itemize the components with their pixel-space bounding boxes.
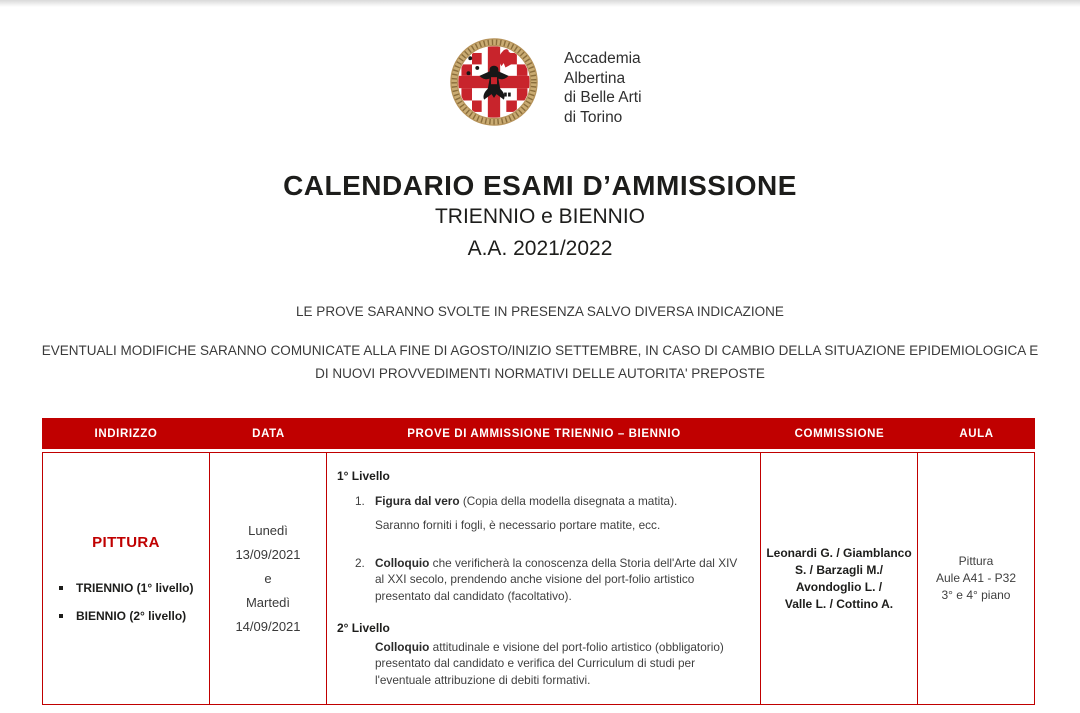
org-line: Accademia xyxy=(564,50,641,67)
organization-name xyxy=(564,38,642,127)
course-name: PITTURA xyxy=(92,534,160,551)
org-line: Albertina xyxy=(564,69,626,87)
item-description: (Copia della modella disegnata a matita). xyxy=(459,493,678,508)
date-line: 14/09/2021 xyxy=(235,618,301,634)
date-line: 13/09/2021 xyxy=(235,546,301,562)
exam-calendar-table xyxy=(42,418,1035,705)
list-item xyxy=(43,581,209,595)
square-bullet-icon xyxy=(59,614,63,618)
item-note: Saranno forniti i fogli, è necessario portare matite, ecc. xyxy=(375,518,661,532)
cell-prove xyxy=(327,452,761,705)
committee-line: Leonardi G. / Giamblanco xyxy=(766,545,912,560)
committee-line: Valle L. / Cottino A. xyxy=(784,596,894,611)
date-line: Martedì xyxy=(245,594,291,610)
level2-paragraph xyxy=(375,639,746,689)
cell-aula xyxy=(918,452,1035,705)
page-title: CALENDARIO ESAMI D’AMMISSIONE xyxy=(283,170,797,201)
page-top-shadow xyxy=(0,0,1080,7)
notice-presenza: LE PROVE SARANNO SVOLTE IN PRESENZA SALVO DIVERSA INDICAZIONE xyxy=(296,304,784,319)
item-title: Colloquio xyxy=(375,639,430,654)
item-text xyxy=(375,493,746,510)
column-header-data: DATA xyxy=(252,427,285,440)
item-title: Figura dal vero xyxy=(375,493,460,508)
table-header-row xyxy=(42,418,1035,449)
list-item-label: BIENNIO (2° livello) xyxy=(76,609,187,623)
item-body xyxy=(375,493,746,534)
list-item xyxy=(43,609,209,623)
org-line: di Belle Arti xyxy=(564,89,642,106)
item-description: che verificherà la conoscenza della Storia dell'Arte dal XIV al XXI secolo, prendendo anche visione del port-folio artistico presentato dal candidato (facoltativo). xyxy=(375,555,738,603)
level1-heading: 1° Livello xyxy=(337,469,390,483)
room-line: Aule A41 - P32 xyxy=(935,571,1017,585)
prova-item-1 xyxy=(337,493,746,534)
committee-line: S. / Barzagli M./ xyxy=(794,562,884,577)
cell-data xyxy=(210,452,327,705)
prova-item-2 xyxy=(337,555,746,605)
academy-crest-icon xyxy=(450,38,538,126)
column-header-commissione: COMMISSIONE xyxy=(794,427,885,440)
item-description: attitudinale e visione del port-folio artistico (obbligatorio) presentato dal candidato e verifica del Curriculum di studi per l'eventuale attribuzione di debiti formativi. xyxy=(375,639,724,687)
committee-line: Avondoglio L. / xyxy=(795,579,883,594)
cell-indirizzo xyxy=(42,452,210,705)
column-header-prove: PROVE DI AMMISSIONE TRIENNIO – BIENNIO xyxy=(407,427,681,440)
square-bullet-icon xyxy=(59,586,63,590)
notice-modifiche: EVENTUALI MODIFICHE SARANNO COMUNICATE ALLA FINE DI AGOSTO/INIZIO SETTEMBRE, IN CASO DI CAMBIO DELLA SITUAZIONE EPIDEMIOLOGICA E DI NUOVI PROVVEDIMENTI NORMATIVI DELLE AUTORITA' PREPOSTE xyxy=(41,343,1039,381)
room-line: Pittura xyxy=(958,554,994,568)
date-line: e xyxy=(264,570,272,586)
item-title: Colloquio xyxy=(375,555,430,570)
cell-commissione xyxy=(761,452,918,705)
org-line: di Torino xyxy=(564,108,623,126)
table-row-pittura xyxy=(42,452,1035,705)
column-header-indirizzo: INDIRIZZO xyxy=(94,427,158,440)
date-line: Lunedì xyxy=(248,522,288,538)
page-subtitle: TRIENNIO e BIENNIO xyxy=(434,205,646,228)
item-number: 2. xyxy=(355,555,365,570)
list-item-label: TRIENNIO (1° livello) xyxy=(76,581,194,595)
item-number: 1. xyxy=(355,493,365,508)
item-text xyxy=(375,555,746,605)
level2-heading: 2° Livello xyxy=(337,621,390,635)
column-header-aula: AULA xyxy=(959,427,994,440)
room-line: 3° e 4° piano xyxy=(941,588,1011,602)
item-body xyxy=(375,555,746,605)
letterhead xyxy=(450,38,642,127)
academic-year: A.A. 2021/2022 xyxy=(467,237,613,260)
